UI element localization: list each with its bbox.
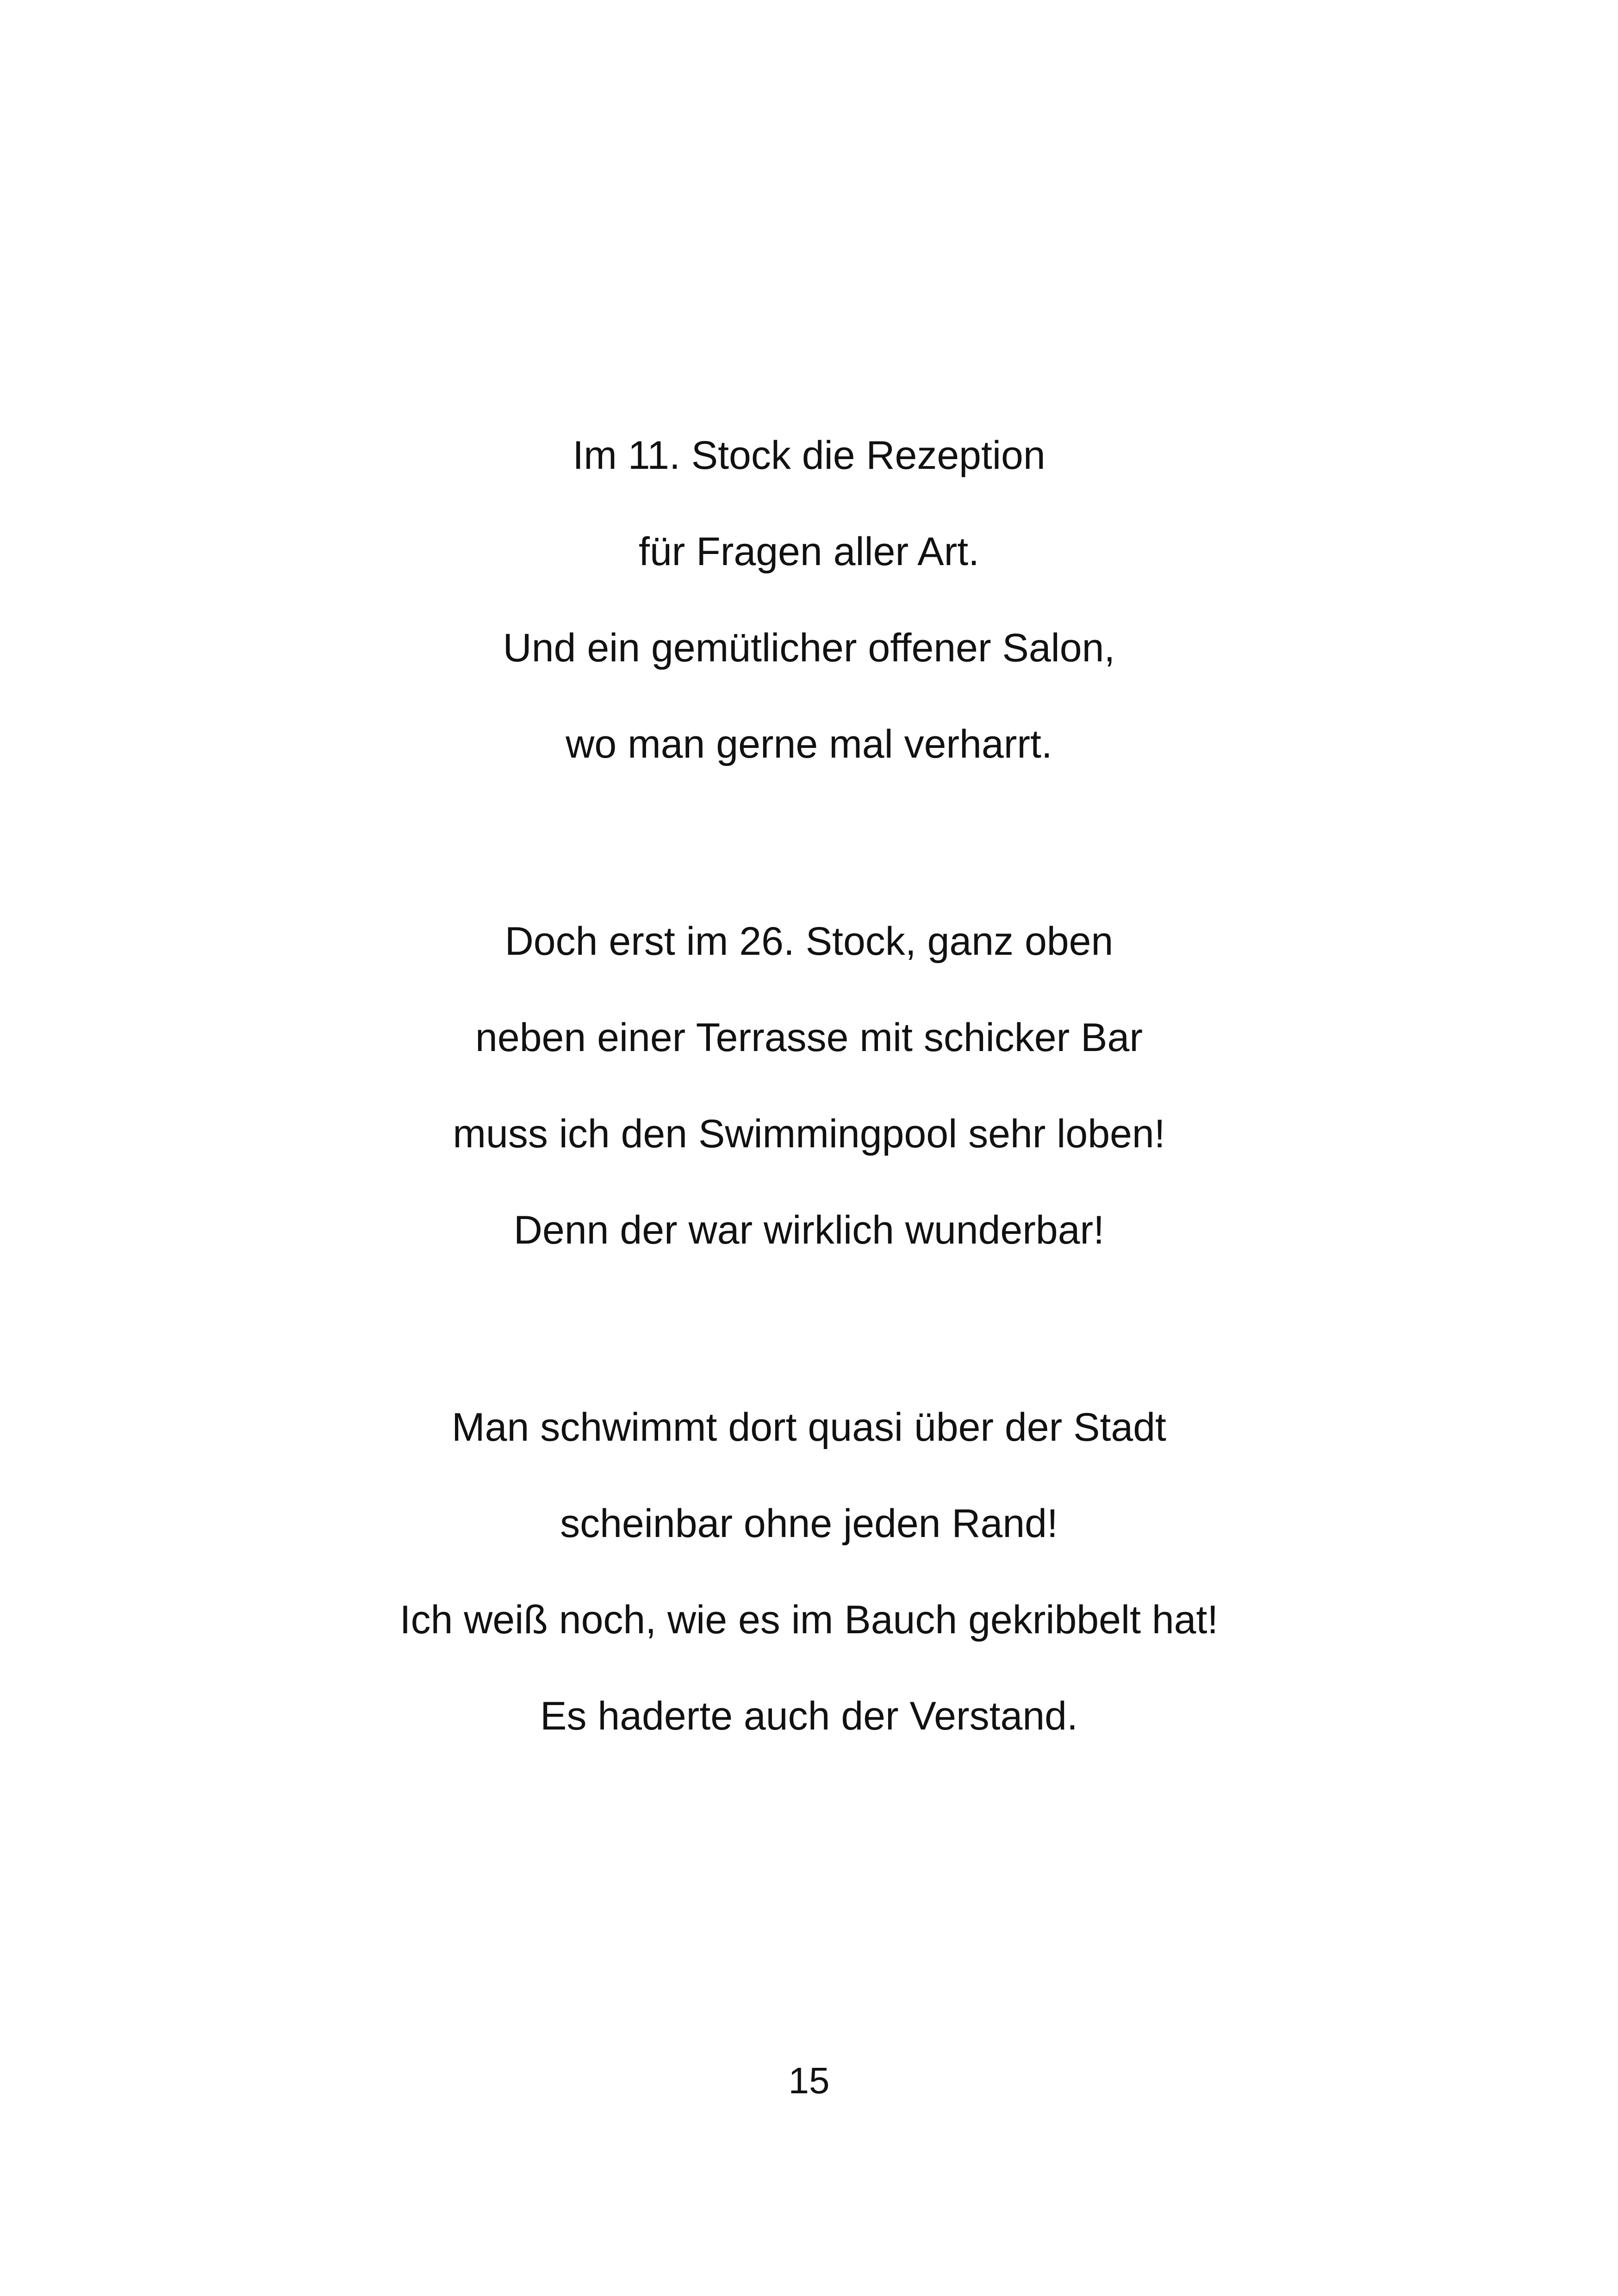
poem-line: Man schwimmt dort quasi über der Stadt [452,1405,1166,1450]
poem-line: für Fragen aller Art. [638,529,980,574]
stanza-1 [0,407,1618,792]
stanza-3 [0,1379,1618,1764]
poem-line: muss ich den Swimmingpool sehr loben! [453,1112,1165,1156]
poem-line: Doch erst im 26. Stock, ganz oben [504,919,1114,964]
poem-line: scheinbar ohne jeden Rand! [560,1501,1058,1546]
poem-line: wo man gerne mal verharrt. [566,722,1052,766]
poem [0,407,1618,1865]
poem-line: Und ein gemütlicher offener Salon, [503,626,1115,670]
poem-line: Ich weiß noch, wie es im Bauch gekribbelt hat! [399,1598,1219,1642]
poem-line: Es haderte auch der Verstand. [540,1694,1078,1738]
poem-line: Im 11. Stock die Rezeption [573,433,1045,478]
poem-line: Denn der war wirklich wunderbar! [513,1208,1105,1252]
poem-line: neben einer Terrasse mit schicker Bar [475,1015,1143,1060]
stanza-2 [0,893,1618,1278]
page-number: 15 [788,2060,830,2101]
